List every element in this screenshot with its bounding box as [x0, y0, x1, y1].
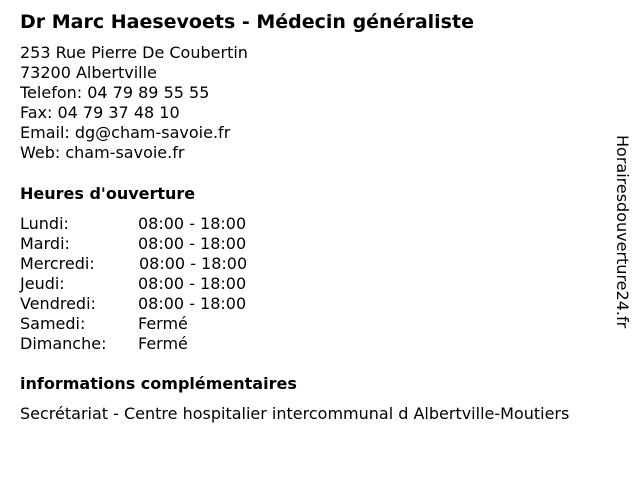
time-value: 08:00 - 18:00 — [138, 234, 247, 253]
website: Web: cham-savoie.fr — [20, 143, 185, 162]
contact-block — [20, 43, 248, 163]
time-value: 08:00 - 18:00 — [138, 214, 247, 233]
day-label: Jeudi: — [20, 274, 65, 293]
page-title: Dr Marc Haesevoets - Médecin généraliste — [20, 11, 474, 33]
site-watermark: Horairesdouverture24.fr — [613, 135, 632, 329]
additional-info-heading: informations complémentaires — [20, 374, 297, 393]
day-label: Vendredi: — [20, 294, 96, 313]
time-value: Fermé — [138, 334, 188, 353]
additional-info-text: Secrétariat - Centre hospitalier intercommunal d Albertville-Moutiers — [20, 404, 570, 423]
fax-number: Fax: 04 79 37 48 10 — [20, 103, 180, 122]
day-label: Mardi: — [20, 234, 70, 253]
day-label: Samedi: — [20, 314, 86, 333]
time-value: 08:00 - 18:00 — [138, 294, 247, 313]
opening-hours-heading: Heures d'ouverture — [20, 184, 196, 203]
day-label: Mercredi: — [20, 254, 95, 273]
day-label: Dimanche: — [20, 334, 107, 353]
email-address: Email: dg@cham-savoie.fr — [20, 123, 231, 142]
address-city: 73200 Albertville — [20, 63, 157, 82]
time-value: 08:00 - 18:00 — [139, 254, 248, 273]
phone-number: Telefon: 04 79 89 55 55 — [20, 83, 210, 102]
time-value: 08:00 - 18:00 — [138, 274, 247, 293]
day-label: Lundi: — [20, 214, 69, 233]
address-street: 253 Rue Pierre De Coubertin — [20, 43, 248, 62]
time-value: Fermé — [138, 314, 188, 333]
